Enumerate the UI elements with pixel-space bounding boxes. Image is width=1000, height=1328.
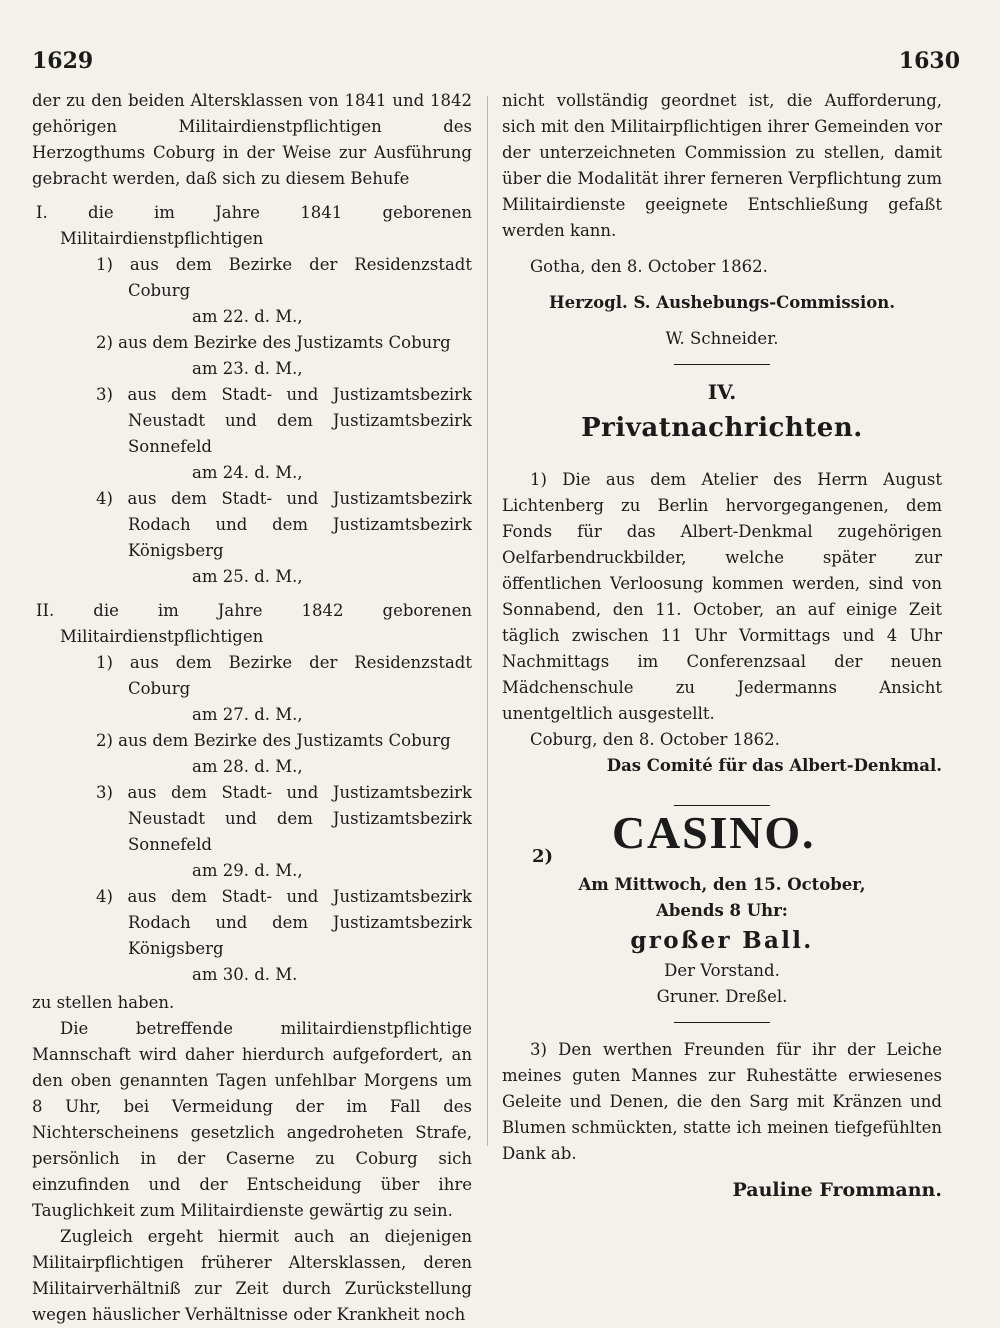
list-item-date: am 24. d. M., <box>192 463 303 482</box>
section-2-list <box>32 650 472 988</box>
list-item-date: am 29. d. M., <box>192 861 303 880</box>
notice-1-text: 1) Die aus dem Atelier des Herrn August Lichtenberg zu Berlin hervorgegangenen, dem Fonds für das Albert-Denkmal zugehörigen Oelfarbendruckbilder, welche später zur öffentlichen Verloosung kommen werden, sind von Sonnabend, den 11. October, an auf einige Zeit täglich zwischen 11 Uhr Vormittags und 4 Uhr Nachmittags im Conferenzsaal der neuen Mädchenschule zu Jedermanns Ansicht unentgeltlich ausgestellt. <box>502 470 942 723</box>
list-item: 4) aus dem Stadt- und Justizamtsbezirk Rodach und dem Justizamtsbezirk Königsberg <box>96 489 472 560</box>
list-item-date: am 25. d. M., <box>192 567 303 586</box>
section-number: IV. <box>707 380 737 404</box>
list-item: 4) aus dem Stadt- und Justizamtsbezirk Rodach und dem Justizamtsbezirk Königsberg <box>96 887 472 958</box>
list-item: 2) aus dem Bezirke des Justizamts Coburg <box>96 333 451 352</box>
list-item-date: am 23. d. M., <box>192 359 303 378</box>
board-names: Gruner. Dreßel. <box>656 987 788 1006</box>
notice-2-number: 2) <box>532 846 554 867</box>
section-1-heading: I. die im Jahre 1841 geborenen Militairdienstpflichtigen <box>36 203 472 248</box>
section-1-list <box>32 252 472 590</box>
page-number-left: 1629 <box>32 48 94 74</box>
list-item-date: am 30. d. M. <box>192 965 298 984</box>
body-paragraph: Die betreffende militairdienstpflichtige Mannschaft wird daher hierdurch aufgefordert, an den oben genannten Tagen unfehlbar Morgens um 8 Uhr, bei Vermeidung der im Fall des Nichterscheinens gesetzlich angedroheten Strafe, persönlich in der Caserne zu Coburg sich einzufinden und der Entscheidung über ihre Tauglichkeit zum Militairdienste gewärtig zu sein. <box>32 1019 472 1220</box>
list-item-date: am 28. d. M., <box>192 757 303 776</box>
list-item-date: am 27. d. M., <box>192 705 303 724</box>
closing-line: zu stellen haben. <box>32 993 175 1012</box>
authority-line: Herzogl. S. Aushebungs-Commission. <box>549 293 895 312</box>
casino-header <box>502 807 942 872</box>
list-item: 1) aus dem Bezirke der Residenzstadt Coburg <box>96 653 472 698</box>
body-paragraph: Zugleich ergeht hiermit auch an diejenigen Militairpflichtigen früherer Altersklassen, deren Militairverhältniß zur Zeit durch Zurückstellung wegen häuslicher Verhältnisse oder Krankheit noch <box>32 1227 472 1324</box>
right-column <box>502 88 942 1203</box>
notice-3-signature: Pauline Frommann. <box>732 1179 942 1201</box>
column-divider <box>487 96 488 1146</box>
page-number-right: 1630 <box>898 48 960 74</box>
section-2-heading: II. die im Jahre 1842 geborenen Militairdienstpflichtigen <box>36 601 472 646</box>
divider-rule <box>674 1022 770 1023</box>
event-title: großer Ball. <box>630 927 814 954</box>
signature: W. Schneider. <box>665 329 779 348</box>
left-column <box>32 88 472 1328</box>
event-date: Am Mittwoch, den 15. October, <box>578 875 866 894</box>
section-title: Privatnachrichten. <box>581 413 863 443</box>
list-item: 1) aus dem Bezirke der Residenzstadt Coburg <box>96 255 472 300</box>
notice-3-text: 3) Den werthen Freunden für ihr der Leiche meines guten Mannes zur Ruhestätte erwiesenes Geleite und Denen, die den Sarg mit Kränzen und Blumen schmückten, statte ich meinen tiefgefühlten Dank ab. <box>502 1040 942 1163</box>
place-date: Gotha, den 8. October 1862. <box>530 257 768 276</box>
divider-rule <box>674 364 770 365</box>
list-item-date: am 22. d. M., <box>192 307 303 326</box>
divider-rule <box>674 805 770 806</box>
casino-title: CASINO. <box>612 807 816 858</box>
notice-1-signature: Das Comité für das Albert-Denkmal. <box>606 756 942 775</box>
intro-paragraph: der zu den beiden Altersklassen von 1841 und 1842 gehörigen Militairdienstpflichtigen des Herzogthums Coburg in der Weise zur Ausführung gebracht werden, daß sich zu diesem Behufe <box>32 91 472 188</box>
list-item: 3) aus dem Stadt- und Justizamtsbezirk Neustadt und dem Justizamtsbezirk Sonnefeld <box>96 385 472 456</box>
event-time: Abends 8 Uhr: <box>656 901 788 920</box>
notice-1-place-date: Coburg, den 8. October 1862. <box>530 730 780 749</box>
list-item: 3) aus dem Stadt- und Justizamtsbezirk Neustadt und dem Justizamtsbezirk Sonnefeld <box>96 783 472 854</box>
board-label: Der Vorstand. <box>664 961 780 980</box>
continuation-paragraph: nicht vollständig geordnet ist, die Aufforderung, sich mit den Militairpflichtigen ihrer Gemeinden vor der unterzeichneten Commission zu stellen, damit über die Modalität ihrer ferneren Verpflichtung zum Militairdienste geeignete Entschließung gefaßt werden kann. <box>502 91 942 240</box>
list-item: 2) aus dem Bezirke des Justizamts Coburg <box>96 731 451 750</box>
